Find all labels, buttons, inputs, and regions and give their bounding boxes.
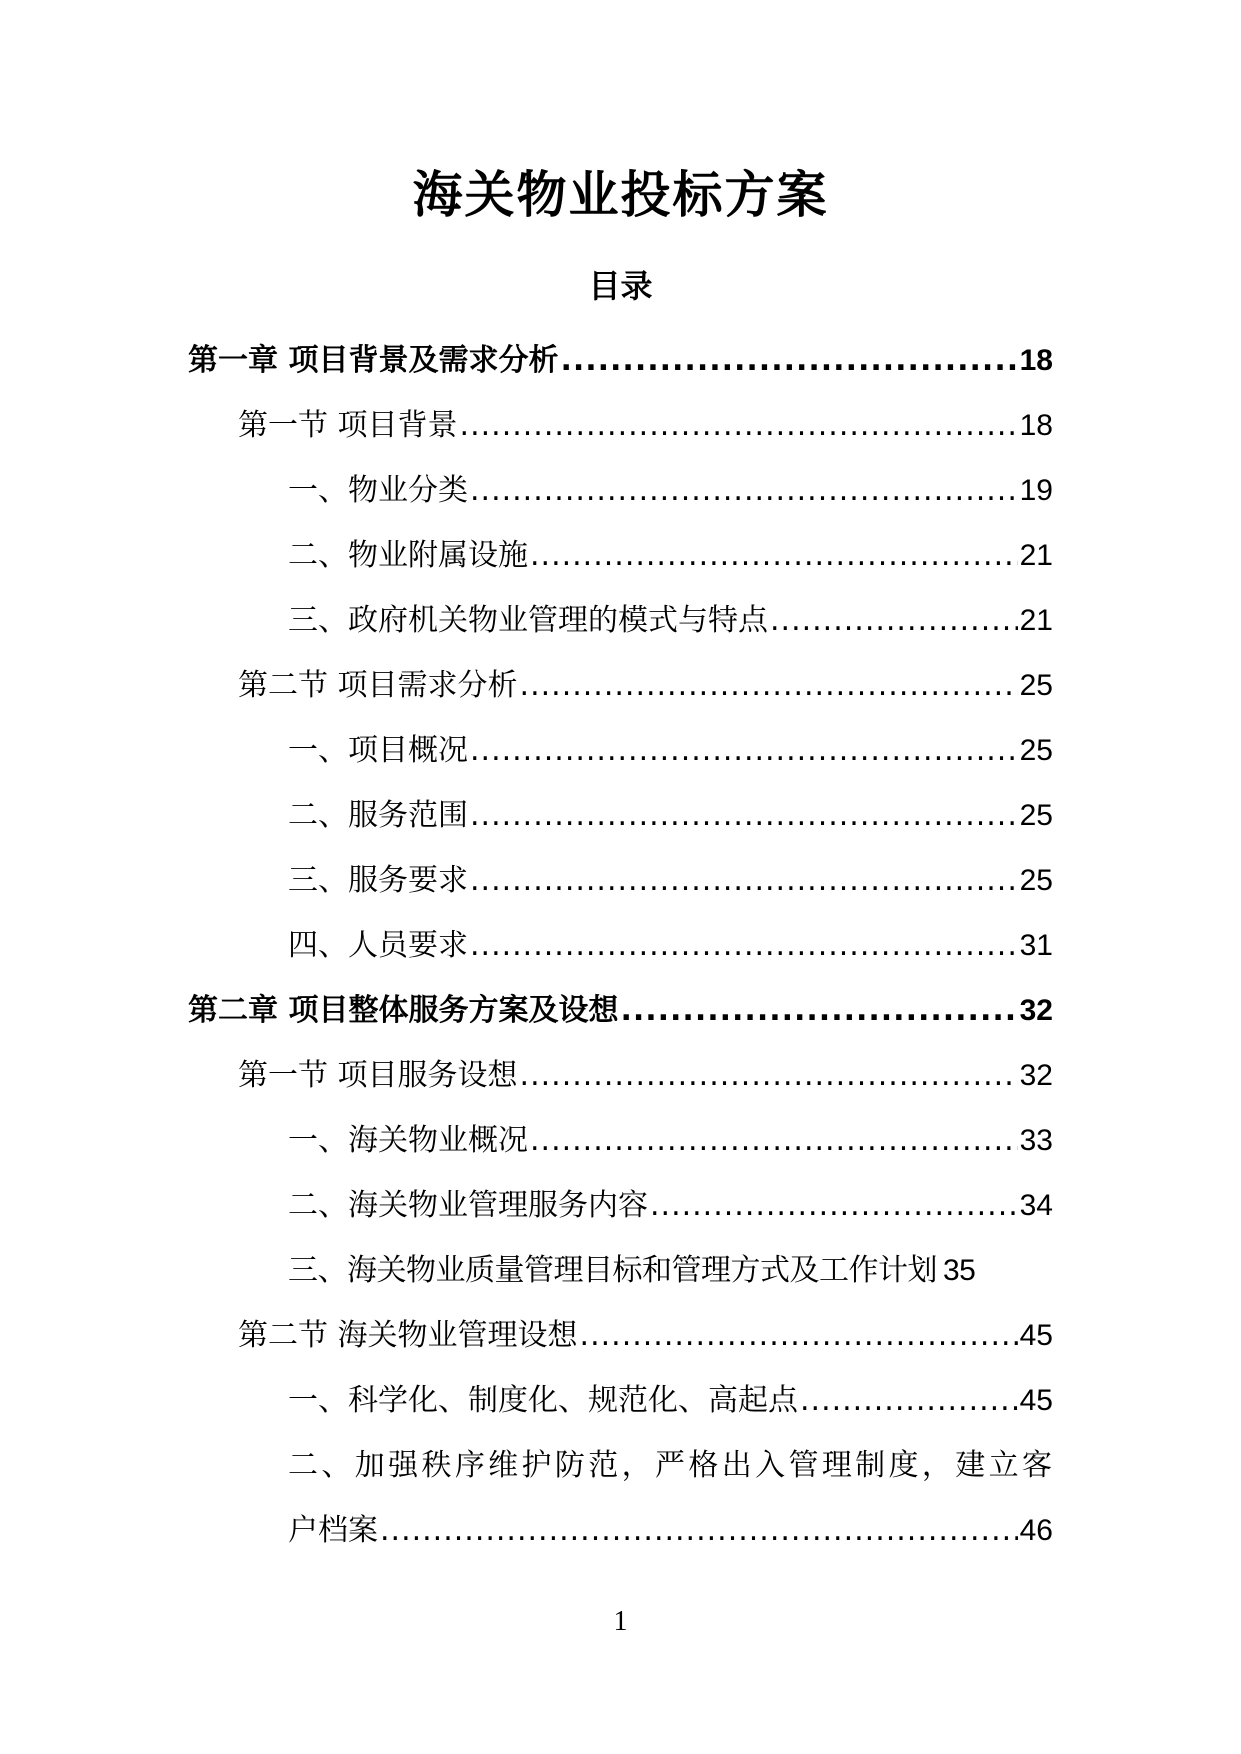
toc-entry-page: 18 <box>1019 344 1053 377</box>
toc-entry-page: 45 <box>1019 1319 1053 1352</box>
dot-leader <box>520 1043 1018 1108</box>
toc-entry-page: 18 <box>1019 409 1053 442</box>
dot-leader <box>800 1368 1018 1433</box>
toc-entry-page: 25 <box>1019 734 1053 767</box>
toc-entry-title: 四、人员要求 <box>288 928 468 963</box>
dot-leader <box>380 1498 1018 1563</box>
toc-entry-page: 46 <box>1019 1514 1053 1547</box>
dot-leader <box>620 978 1017 1043</box>
page-number: 1 <box>613 1606 628 1637</box>
dot-leader <box>470 913 1018 978</box>
toc-entry-title: 一、物业分类 <box>288 473 468 508</box>
toc-entry-subsection[interactable] <box>0 718 1241 783</box>
toc-entry-title: 第一节 项目服务设想 <box>238 1058 518 1093</box>
dot-leader <box>770 588 1018 653</box>
toc-entry-title: 一、科学化、制度化、规范化、高起点 <box>288 1383 798 1418</box>
toc-entry-page: 25 <box>1019 799 1053 832</box>
toc-entry-title: 三、政府机关物业管理的模式与特点 <box>288 603 768 638</box>
toc-entry-subsection[interactable] <box>0 1433 1241 1563</box>
toc-entry-subsection[interactable] <box>0 783 1241 848</box>
toc-entry-subsection[interactable] <box>0 588 1241 653</box>
dot-leader <box>650 1173 1018 1238</box>
toc-entry-title: 第二章 项目整体服务方案及设想 <box>188 993 619 1028</box>
toc-entry-title: 第一节 项目背景 <box>238 408 458 443</box>
dot-leader <box>470 848 1018 913</box>
toc-entry-page: 45 <box>1019 1384 1053 1417</box>
toc-entry-page: 19 <box>1019 474 1053 507</box>
toc-entry-section[interactable] <box>0 393 1241 458</box>
toc-entry-page: 32 <box>1019 1059 1053 1092</box>
toc-entry-title: 一、海关物业概况 <box>288 1123 528 1158</box>
toc-entry-title: 第二节 项目需求分析 <box>238 668 518 703</box>
toc-entry-subsection[interactable] <box>0 1238 1241 1303</box>
toc-entry-title-line-1: 二、加强秩序维护防范，严格出入管理制度，建立客 <box>288 1448 1053 1483</box>
document-title: 海关物业投标方案 <box>412 166 829 224</box>
toc-entry-subsection[interactable] <box>0 1173 1241 1238</box>
toc-entry-page: 21 <box>1019 604 1053 637</box>
toc-entry-title: 二、海关物业管理服务内容 <box>288 1188 648 1223</box>
toc-entry-subsection[interactable] <box>0 1368 1241 1433</box>
toc-entry-title: 第二节 海关物业管理设想 <box>238 1318 578 1353</box>
toc-entry-page: 25 <box>1019 864 1053 897</box>
toc-entry-page: 35 <box>943 1254 976 1287</box>
dot-leader <box>560 328 1017 393</box>
dot-leader <box>520 653 1018 718</box>
toc-entry-title: 三、服务要求 <box>288 863 468 898</box>
dot-leader <box>580 1303 1018 1368</box>
toc-entry-section[interactable] <box>0 1303 1241 1368</box>
toc-entry-page: 25 <box>1019 669 1053 702</box>
toc-entry-subsection[interactable] <box>0 1108 1241 1173</box>
toc-entry-page: 21 <box>1019 539 1053 572</box>
toc-entry-section[interactable] <box>0 653 1241 718</box>
toc-entry-chapter-1[interactable] <box>0 328 1241 393</box>
dot-leader <box>470 783 1018 848</box>
toc-entry-page: 31 <box>1019 929 1053 962</box>
toc-entry-title: 三、海关物业质量管理目标和管理方式及工作计划 <box>288 1253 937 1288</box>
toc-entry-subsection[interactable] <box>0 523 1241 588</box>
dot-leader <box>530 1108 1018 1173</box>
toc-entry-subsection[interactable] <box>0 848 1241 913</box>
toc-entry-title: 二、物业附属设施 <box>288 538 528 573</box>
dot-leader <box>470 458 1018 523</box>
toc-entry-chapter-2[interactable] <box>0 978 1241 1043</box>
toc-entry-section[interactable] <box>0 1043 1241 1108</box>
dot-leader <box>470 718 1018 783</box>
table-of-contents <box>0 328 1241 1563</box>
toc-entry-page: 33 <box>1019 1124 1053 1157</box>
toc-entry-title-line-2: 户档案 <box>288 1513 378 1548</box>
dot-leader <box>460 393 1018 458</box>
toc-entry-page: 34 <box>1019 1189 1053 1222</box>
dot-leader <box>530 523 1018 588</box>
toc-entry-title: 第一章 项目背景及需求分析 <box>188 343 559 378</box>
toc-heading: 目录 <box>588 267 653 305</box>
toc-entry-title: 一、项目概况 <box>288 733 468 768</box>
toc-entry-subsection[interactable] <box>0 913 1241 978</box>
toc-entry-subsection[interactable] <box>0 458 1241 523</box>
toc-entry-page: 32 <box>1019 994 1053 1027</box>
toc-entry-title: 二、服务范围 <box>288 798 468 833</box>
